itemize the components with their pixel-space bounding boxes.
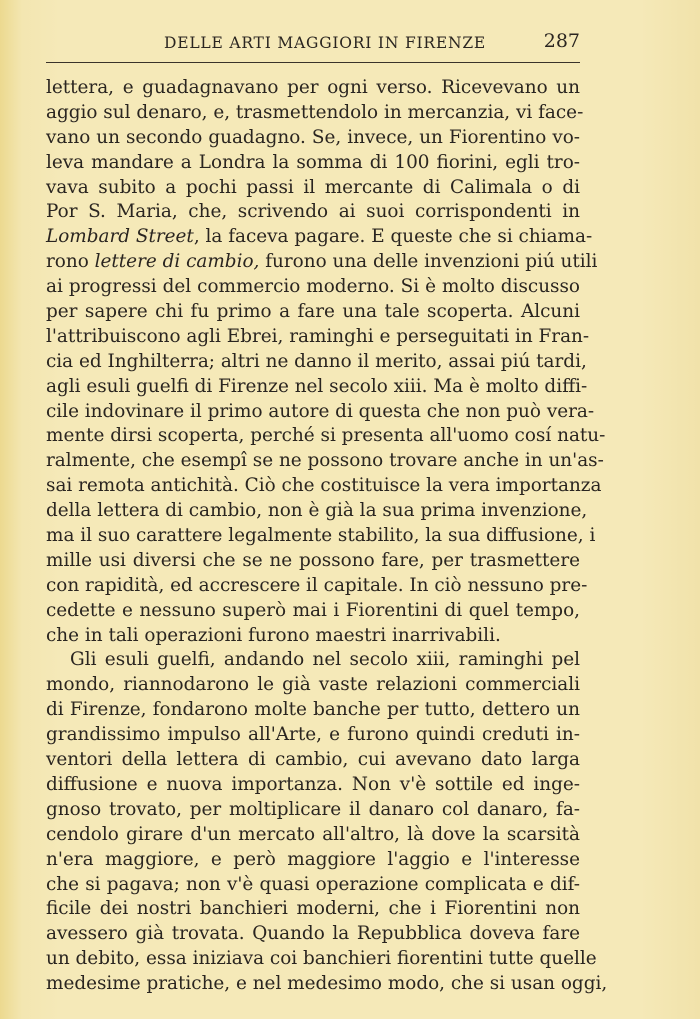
- text-segment: Gli esuli guelfi, andando nel secolo xiii, raminghi pel: [70, 649, 580, 671]
- page-number: 287: [543, 30, 580, 52]
- text-segment: grandissimo impulso all'Arte, e furono quindi creduti in-: [46, 724, 580, 746]
- text-segment: Por S. Maria, che, scrivendo ai suoi corrispondenti in: [46, 201, 580, 223]
- text-line: [46, 350, 587, 375]
- text-line: [46, 424, 606, 449]
- text-segment: diffusione e nuova importanza. Non v'è sottile ed inge-: [46, 773, 580, 795]
- page-header: [46, 28, 580, 63]
- text-segment: vava subito a pochi passi il mercante di Calimala o di: [46, 176, 580, 198]
- italic-text: Lombard Street: [46, 226, 194, 248]
- text-line: [46, 823, 580, 848]
- text-line: [46, 549, 580, 574]
- text-line: [46, 325, 590, 350]
- text-line: [46, 250, 598, 275]
- text-line: [46, 375, 588, 400]
- text-segment: cile indovinare il primo autore di questa che non può vera-: [46, 400, 595, 422]
- text-segment: cia ed Inghilterra; altri ne danno il merito, assai piú tardi,: [46, 350, 587, 372]
- text-segment: l'attribuiscono agli Ebrei, raminghi e perseguitati in Fran-: [46, 325, 590, 347]
- text-segment: furono una delle invenzioni piú utili: [259, 251, 598, 273]
- text-line: [46, 151, 580, 176]
- text-segment: un debito, essa iniziava coi banchieri fiorentini tutte quelle: [46, 948, 597, 970]
- text-line: [46, 972, 608, 997]
- text-line: [46, 648, 580, 673]
- text-segment: rono: [46, 251, 95, 273]
- text-segment: ficile dei nostri banchieri moderni, che i Fiorentini non: [46, 898, 580, 920]
- text-line: [46, 200, 580, 225]
- text-line: [46, 101, 584, 126]
- text-line: [46, 873, 580, 898]
- text-segment: per sapere chi fu primo a fare una tale scoperta. Alcuni: [46, 301, 580, 323]
- text-line: [46, 897, 580, 922]
- text-segment: che si pagava; non v'è quasi operazione complicata e dif-: [46, 873, 580, 895]
- text-segment: della lettera di cambio, non è già la sua prima invenzione,: [46, 500, 588, 522]
- text-line: [46, 76, 580, 101]
- text-line: [46, 474, 602, 499]
- text-segment: gnoso trovato, per moltiplicare il danaro col danaro, fa-: [46, 798, 580, 820]
- text-line: [46, 922, 580, 947]
- text-line: [46, 524, 596, 549]
- text-line: [46, 225, 593, 250]
- text-segment: lettera, e guadagnavano per ogni verso. Ricevevano un: [46, 77, 580, 98]
- running-title: DELLE ARTI MAGGIORI IN FIRENZE: [164, 34, 487, 52]
- text-line: [46, 126, 580, 151]
- paragraph: [46, 648, 608, 996]
- text-segment: di Firenze, fondarono molte banche per tutto, dettero un: [46, 699, 580, 721]
- text-segment: ma il suo carattere legalmente stabilito, la sua diffusione, i: [46, 525, 596, 547]
- text-line: [46, 698, 580, 723]
- text-line: [46, 848, 580, 873]
- text-segment: sai remota antichità. Ciò che costituisce la vera importanza: [46, 475, 602, 497]
- text-segment: n'era maggiore, e però maggiore l'aggio e l'interesse: [46, 848, 580, 870]
- body-text: [46, 76, 608, 997]
- text-segment: mille usi diversi che se ne possono fare, per trasmettere: [46, 549, 580, 571]
- text-segment: cendolo girare d'un mercato all'altro, là dove la scarsità: [46, 823, 580, 845]
- text-line: [46, 176, 580, 201]
- text-segment: cedette e nessuno superò mai i Fiorentini di quel tempo,: [46, 599, 580, 621]
- text-line: [46, 574, 588, 599]
- text-line: [46, 748, 580, 773]
- text-segment: agli esuli guelfi di Firenze nel secolo xiii. Ma è molto diffi-: [46, 375, 588, 397]
- paragraph: [46, 76, 606, 648]
- text-segment: ventori della lettera di cambio, cui avevano dato larga: [46, 749, 580, 771]
- text-line: [46, 599, 580, 624]
- text-segment: con rapidità, ed accrescere il capitale. In ciò nessuno pre-: [46, 574, 588, 596]
- text-line: [46, 798, 580, 823]
- text-segment: vano un secondo guadagno. Se, invece, un Fiorentino vo-: [46, 126, 580, 148]
- text-line: [46, 449, 604, 474]
- text-line: [46, 673, 580, 698]
- text-segment: mondo, riannodarono le già vaste relazioni commerciali: [46, 674, 580, 696]
- text-segment: ai progressi del commercio moderno. Si è molto discusso: [46, 276, 580, 298]
- text-line: [46, 499, 588, 524]
- text-segment: medesime pratiche, e nel medesimo modo, che si usan oggi,: [46, 973, 608, 995]
- text-segment: leva mandare a Londra la somma di 100 fiorini, egli tro-: [46, 151, 580, 173]
- text-line: [46, 275, 580, 300]
- text-segment: ralmente, che esempî se ne possono trovare anche in un'as-: [46, 450, 604, 472]
- text-line: [46, 723, 580, 748]
- italic-text: lettere di cambio,: [94, 251, 260, 273]
- text-segment: , la faceva pagare. E queste che si chiama-: [193, 226, 593, 248]
- text-line: [46, 400, 595, 425]
- text-segment: aggio sul denaro, e, trasmettendolo in mercanzia, vi face-: [46, 101, 584, 123]
- text-line: [46, 773, 580, 798]
- text-line: [46, 947, 597, 972]
- text-segment: mente dirsi scoperta, perché si presenta all'uomo cosí natu-: [46, 425, 606, 447]
- text-line: [46, 300, 580, 325]
- text-segment: che in tali operazioni furono maestri inarrivabili.: [46, 624, 501, 646]
- text-segment: avessero già trovata. Quando la Repubblica doveva fare: [46, 923, 580, 945]
- text-line: [46, 624, 580, 649]
